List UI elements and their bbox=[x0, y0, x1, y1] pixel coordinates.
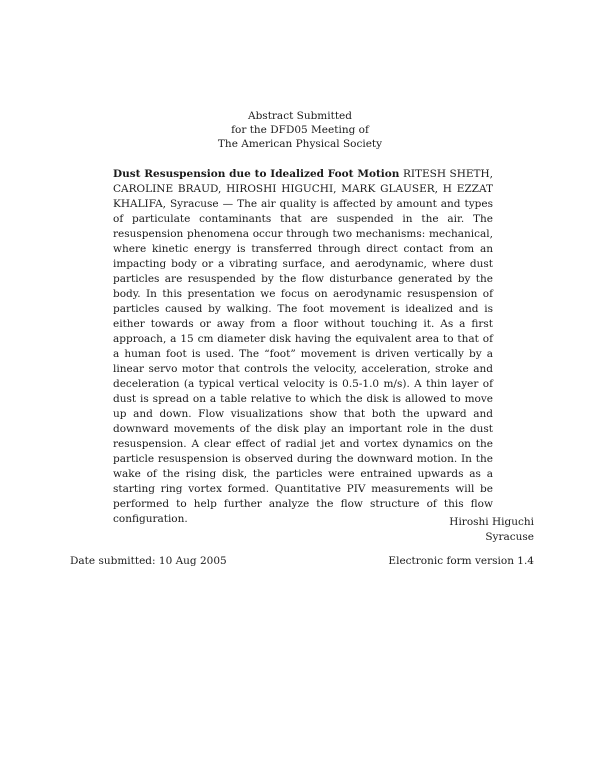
signature-name: Hiroshi Higuchi bbox=[449, 516, 534, 528]
author-list: RITESH SHETH, CAROLINE BRAUD, HIROSHI HIGUCHI, MARK GLAUSER, H EZZAT KHALIFA, Syracuse bbox=[113, 168, 494, 210]
submission-header bbox=[150, 109, 450, 151]
header-line-2: for the DFD05 Meeting of bbox=[231, 124, 369, 136]
abstract-body: The air quality is affected by amount and types of particulate contaminants that are suspended in the air. The resuspension phenomena occur through two mechanisms: mechanical, where kinetic energy is transferred through direct contact from an impacting body or a vibrating surface, and aerodynamic, where dust particles are resuspended by the flow disturbance generated by the body. In this presentation we focus on aerodynamic resuspension of particles caused by walking. The foot movement is idealized and is either towards or away from a floor without touching it. As a first approach, a 15 cm diameter disk having the equivalent area to that of a human foot is used. The “foot” movement is driven vertically by a linear servo motor that controls the velocity, acceleration, stroke and deceleration (a typical vertical velocity is 0.5-1.0 m/s). A thin layer of dust is spread on a table relative to which the disk is allowed to move up and down. Flow visualizations show that both the upward and downward movements of the disk play an important role in the dust resuspension. A clear effect of radial jet and vortex dynamics on the particle resuspension is observed during the downward motion. In the wake of the rising disk, the particles were entrained upwards as a starting ring vortex formed. Quantitative PIV measurements will be performed to help further analyze the flow structure of this flow configuration. bbox=[113, 198, 493, 525]
signature-affiliation: Syracuse bbox=[485, 531, 534, 543]
form-version: Electronic form version 1.4 bbox=[388, 555, 534, 567]
header-line-3: The American Physical Society bbox=[217, 138, 383, 150]
footer bbox=[70, 554, 534, 568]
signature-block bbox=[449, 515, 534, 545]
abstract-title: Dust Resuspension due to Idealized Foot Motion bbox=[113, 168, 400, 180]
date-submitted: Date submitted: 10 Aug 2005 bbox=[70, 555, 227, 567]
abstract-separator: — bbox=[218, 198, 238, 210]
abstract-block bbox=[113, 167, 493, 527]
header-line-1: Abstract Submitted bbox=[248, 110, 352, 122]
